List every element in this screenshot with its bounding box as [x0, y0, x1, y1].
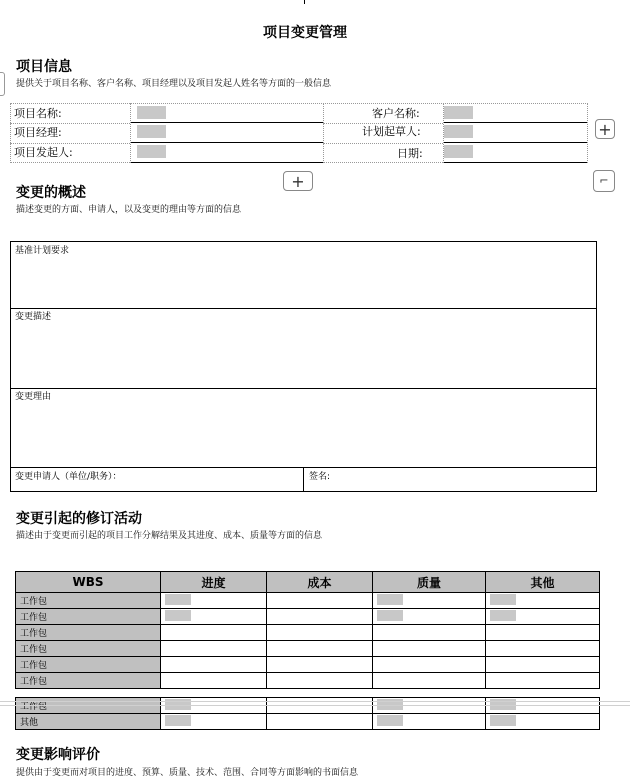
document-title: 项目变更管理: [263, 25, 347, 41]
other-cell[interactable]: [486, 641, 600, 657]
schedule-cell[interactable]: [161, 657, 267, 673]
client-name-field[interactable]: [444, 103, 587, 123]
table-row: [16, 593, 600, 609]
cost-cell[interactable]: [267, 593, 373, 609]
plan-drafter-field[interactable]: [444, 123, 587, 143]
cost-cell[interactable]: [267, 609, 373, 625]
row-label: 工作包: [16, 657, 161, 673]
quality-cell[interactable]: [373, 657, 486, 673]
schedule-cell[interactable]: [161, 609, 267, 625]
cost-cell[interactable]: [267, 641, 373, 657]
cost-column-header: 成本: [267, 572, 373, 593]
wbs-column-header: WBS: [16, 572, 161, 593]
table-row: [16, 609, 600, 625]
project-info-heading: 项目信息: [16, 59, 72, 75]
page-top-marker: [304, 0, 305, 4]
requester-row[interactable]: [11, 467, 596, 491]
quality-cell[interactable]: [373, 641, 486, 657]
other-cell[interactable]: [486, 714, 600, 730]
baseline-row[interactable]: [11, 242, 596, 309]
impact-description: 提供由于变更而对项目的进度、预算、质量、技术、范围、合同等方面影响的书面信息: [16, 768, 359, 778]
other-cell[interactable]: [486, 657, 600, 673]
row-label: 工作包: [16, 625, 161, 641]
requester-label: 变更申请人（单位/职务）：: [15, 472, 122, 482]
schedule-column-header: 进度: [161, 572, 267, 593]
row-label: 工作包: [16, 593, 161, 609]
cost-cell[interactable]: [267, 625, 373, 641]
project-manager-field[interactable]: [131, 123, 323, 143]
table-row: [16, 641, 600, 657]
table-row: [16, 673, 600, 689]
project-sponsor-field[interactable]: [131, 143, 323, 163]
client-name-label: 客户名称:: [372, 107, 420, 120]
cost-cell[interactable]: [267, 714, 373, 730]
change-overview-heading: 变更的概述: [16, 185, 86, 201]
page-divider: [0, 705, 630, 706]
add-row-button[interactable]: +: [595, 119, 615, 139]
revision-activities-description: 描述由于变更而引起的项目工作分解结果及其进度、成本、质量等方面的信息: [16, 531, 323, 541]
project-sponsor-label: 项目发起人:: [14, 146, 73, 159]
wbs-header-row: [16, 572, 600, 593]
revision-activities-heading: 变更引起的修订活动: [16, 511, 142, 527]
baseline-label: 基准计划要求: [15, 246, 70, 256]
date-label: 日期:: [397, 147, 423, 160]
change-description-label: 变更描述: [15, 312, 52, 322]
page-divider: [0, 701, 630, 702]
row-label: 工作包: [16, 673, 161, 689]
other-cell[interactable]: [486, 625, 600, 641]
row-label: 工作包: [16, 609, 161, 625]
schedule-cell[interactable]: [161, 714, 267, 730]
quality-cell[interactable]: [373, 625, 486, 641]
row-label: 其他: [16, 714, 161, 730]
other-cell[interactable]: [486, 593, 600, 609]
table-row: [16, 625, 600, 641]
row-label: 工作包: [16, 698, 161, 714]
project-info-grid: [10, 103, 588, 163]
cost-cell[interactable]: [267, 673, 373, 689]
table-row: [16, 714, 600, 730]
schedule-cell[interactable]: [161, 641, 267, 657]
project-name-label: 项目名称:: [14, 107, 62, 120]
other-cell[interactable]: [486, 673, 600, 689]
quality-cell[interactable]: [373, 714, 486, 730]
project-info-description: 提供关于项目名称、客户名称、项目经理以及项目发起人姓名等方面的一般信息: [16, 79, 332, 89]
impact-heading: 变更影响评价: [16, 747, 100, 763]
schedule-cell[interactable]: [161, 593, 267, 609]
change-overview-description: 描述变更的方面、申请人，以及变更的理由等方面的信息: [16, 205, 242, 215]
schedule-cell[interactable]: [161, 673, 267, 689]
plan-drafter-label: 计划起草人:: [362, 125, 421, 138]
schedule-cell[interactable]: [161, 625, 267, 641]
wbs-table: [15, 571, 600, 730]
change-reason-label: 变更理由: [15, 392, 52, 402]
quality-cell[interactable]: [373, 609, 486, 625]
table-row: [16, 657, 600, 673]
other-cell[interactable]: [486, 609, 600, 625]
project-name-field[interactable]: [131, 103, 323, 123]
quality-cell[interactable]: [373, 673, 486, 689]
row-label: 工作包: [16, 641, 161, 657]
change-request-box: [10, 241, 597, 492]
date-field[interactable]: [444, 143, 587, 163]
quality-cell[interactable]: [373, 593, 486, 609]
sidebar-collapse-tab[interactable]: [0, 72, 5, 96]
quality-column-header: 质量: [373, 572, 486, 593]
change-reason-row[interactable]: [11, 388, 596, 468]
add-section-button[interactable]: +: [283, 171, 313, 191]
change-description-row[interactable]: [11, 308, 596, 389]
other-column-header: 其他: [486, 572, 600, 593]
signature-label: 签名:: [309, 472, 331, 482]
cost-cell[interactable]: [267, 657, 373, 673]
project-manager-label: 项目经理:: [14, 126, 62, 139]
expand-icon[interactable]: ⌐: [593, 170, 615, 192]
